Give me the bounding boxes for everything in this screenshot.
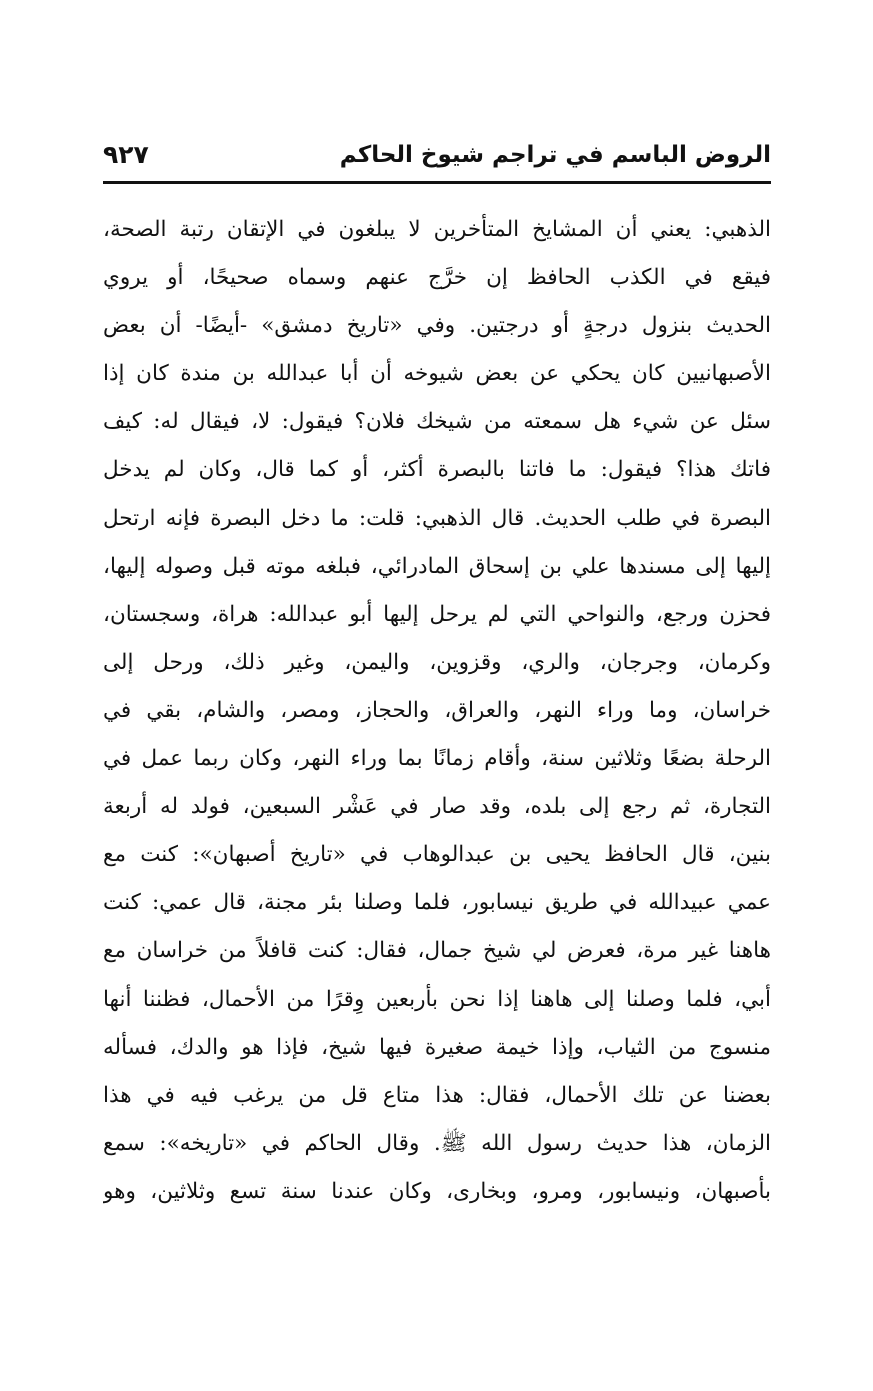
text-line: بنين، قال الحافظ يحيى بن عبدالوهاب في «تاريخ أصبهان»: كنت مع [103, 842, 771, 868]
text-line: التجارة، ثم رجع إلى بلده، وقد صار في عَشْر السبعين، فولد له أربعة [103, 794, 771, 820]
header-rule [103, 181, 771, 184]
text-line: عمي عبيدالله في طريق نيسابور، فلما وصلنا بئر مجنة، قال عمي: كنت [103, 890, 771, 916]
text-line: فاتك هذا؟ فيقول: ما فاتنا بالبصرة أكثر، أو كما قال، وكان لم يدخل [103, 457, 771, 483]
text-line: خراسان، وما وراء النهر، والعراق، والحجاز، ومصر، والشام، بقي في [103, 697, 771, 723]
text-line: الحديث بنزول درجةٍ أو درجتين. وفي «تاريخ دمشق» -أيضًا- أن بعض [103, 313, 771, 339]
text-line: بعضنا عن تلك الأحمال، فقال: هذا متاع قل من يرغب فيه في هذا [103, 1082, 771, 1108]
text-line: فيقع في الكذب الحافظ إن خرَّج عنهم وسماه صحيحًا، أو يروي [103, 265, 771, 291]
body-text [103, 206, 771, 1216]
text-line: منسوج من الثياب، وإذا خيمة صغيرة فيها شيخ، فإذا هو والدك، فسأله [103, 1034, 771, 1060]
text-line: الزمان، هذا حديث رسول الله ﷺ. وقال الحاكم في «تاريخه»: سمع [103, 1130, 771, 1156]
text-line: أبي، فلما وصلنا إلى هاهنا إذا نحن بأربعين وِقرًا من الأحمال، فظننا أنها [103, 986, 771, 1012]
text-line: إليها إلى مسندها علي بن إسحاق المادرائي، فبلغه موته قبل وصوله إليها، [103, 553, 771, 579]
text-line: فحزن ورجع، والنواحي التي لم يرحل إليها أبو عبدالله: هراة، وسجستان، [103, 601, 771, 627]
text-line: الذهبي: يعني أن المشايخ المتأخرين لا يبلغون في الإتقان رتبة الصحة، [103, 217, 771, 242]
running-title: الروض الباسم في تراجم شيوخ الحاكم [339, 142, 771, 168]
text-line: البصرة في طلب الحديث. قال الذهبي: قلت: ما دخل البصرة فإنه ارتحل [103, 505, 771, 531]
text-line: وكرمان، وجرجان، والري، وقزوين، واليمن، وغير ذلك، ورحل إلى [103, 649, 771, 675]
text-line: الرحلة بضعًا وثلاثين سنة، وأقام زمانًا بما وراء النهر، وكان ربما عمل في [103, 746, 771, 772]
text-line: سئل عن شيء هل سمعته من شيخك فلان؟ فيقول: لا، فيقال له: كيف [103, 409, 771, 435]
page-number: ٩٢٧ [103, 140, 149, 169]
running-header [103, 140, 771, 178]
text-line: هاهنا غير مرة، فعرض لي شيخ جمال، فقال: كنت قافلاً من خراسان مع [103, 938, 771, 964]
text-line: بأصبهان، ونيسابور، ومرو، وبخارى، وكان عندنا سنة تسع وثلاثين، وهو [103, 1178, 771, 1204]
text-line: الأصبهانيين كان يحكي عن بعض شيوخه أن أبا عبدالله بن مندة كان إذا [103, 361, 771, 387]
